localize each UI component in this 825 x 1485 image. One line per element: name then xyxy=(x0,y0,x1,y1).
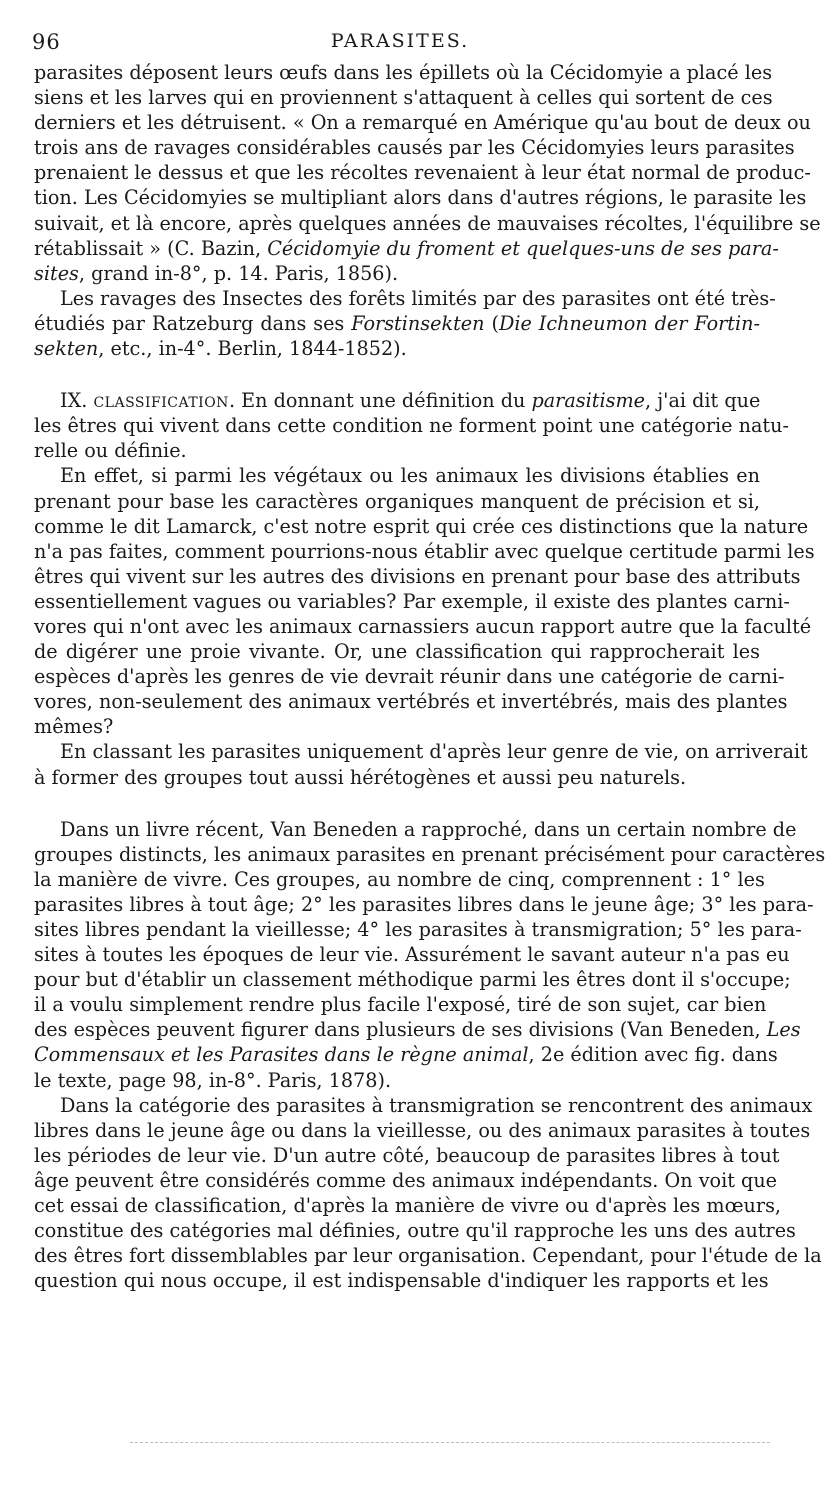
text-segment: libres dans le jeune âge ou dans la vieillesse, ou des animaux parasites à toutes xyxy=(34,1118,811,1142)
text-segment: siens et les larves qui en proviennent s'attaquent à celles qui sortent de ces xyxy=(34,86,773,110)
text-line xyxy=(34,388,760,413)
text-segment: êtres qui vivent sur les autres des divisions en prenant pour base des attributs xyxy=(34,564,801,588)
text-line xyxy=(34,817,797,842)
text-segment: les êtres qui vivent dans cette condition ne forment point une catégorie natu- xyxy=(34,414,789,438)
text-line xyxy=(34,739,808,764)
text-line xyxy=(34,639,760,664)
paragraph xyxy=(34,286,776,361)
text-segment: des êtres fort dissemblables par leur organisation. Cependant, pour l'étude de la xyxy=(34,1244,822,1268)
small-caps-text: CLASSIFICATION xyxy=(93,395,229,412)
text-segment: tion. Les Cécidomyies se multipliant alors dans d'autres régions, le parasite les xyxy=(34,186,807,210)
text-segment: sites libres pendant la vieillesse; 4° les parasites à transmigration; 5° les para- xyxy=(34,918,802,941)
text-segment: constitue des catégories mal définies, outre qu'il rapproche les uns des autres xyxy=(34,1219,796,1243)
text-line xyxy=(34,992,767,1017)
text-line xyxy=(34,892,814,917)
text-line xyxy=(34,311,760,336)
text-line xyxy=(34,967,791,992)
footer-rule xyxy=(130,1442,770,1443)
italic-text: Les xyxy=(766,1018,801,1042)
text-segment: comme le dit Lamarck, c'est notre esprit qui crée ces distinctions que la nature xyxy=(34,514,809,538)
text-segment: derniers et les détruisent. « On a remarqué en Amérique qu'au bout de deux ou xyxy=(34,111,811,135)
text-segment: n'a pas faites, comment pourrions-nous établir avec quelque certitude parmi les xyxy=(34,539,815,563)
italic-text: Cécidomyie du froment et quelques-uns de ses para- xyxy=(267,236,779,260)
text-line xyxy=(34,1042,778,1067)
text-segment: à former des groupes tout aussi hérétogènes et aussi peu naturels. xyxy=(34,765,687,789)
italic-text: sekten xyxy=(34,337,99,361)
text-segment: trois ans de ravages considérables causés par les Cécidomyies leurs parasites xyxy=(34,136,795,160)
text-segment: IX. xyxy=(60,389,94,413)
text-line xyxy=(34,765,760,790)
text-segment: parasites déposent leurs œufs dans les épillets où la Cécidomyie a placé les xyxy=(34,61,773,84)
text-segment: Dans la catégorie des parasites à transmigration se rencontrent des animaux xyxy=(60,1093,813,1117)
text-line xyxy=(34,514,809,539)
paragraph xyxy=(34,1093,822,1294)
text-segment: prenaient le dessus et que les récoltes revenaient à leur état normal de produc- xyxy=(34,161,811,185)
text-segment: ( xyxy=(484,311,499,335)
italic-text: Die Ichneumon der Fortin- xyxy=(498,311,760,335)
text-segment: espèces d'après les genres de vie devrait réunir dans une catégorie de carni- xyxy=(34,665,785,689)
text-line xyxy=(34,413,789,438)
text-segment: des espèces peuvent figurer dans plusieurs de ses divisions (Van Beneden, xyxy=(34,1018,767,1042)
text-segment: pour but d'établir un classement méthodique parmi les êtres dont il s'occupe; xyxy=(34,968,791,992)
text-segment: En effet, si parmi les végétaux ou les animaux les divisions établies en xyxy=(60,464,760,488)
text-line xyxy=(34,60,773,85)
italic-text: Forstinsekten xyxy=(351,311,485,335)
text-line xyxy=(34,1218,796,1243)
text-segment: parasites libres à tout âge; 2° les parasites libres dans le jeune âge; 3° les para- xyxy=(34,892,814,916)
paragraph-gap xyxy=(34,790,760,817)
page-number: 96 xyxy=(32,30,61,54)
text-line xyxy=(34,489,760,514)
text-segment: . En donnant une définition du xyxy=(228,389,532,413)
text-line xyxy=(34,286,776,311)
paragraph xyxy=(34,388,789,463)
text-line xyxy=(34,1118,811,1143)
text-segment: sites à toutes les époques de leur vie. Assurément le savant auteur n'a pas eu xyxy=(34,943,790,967)
text-line xyxy=(34,1068,760,1093)
text-segment: vores qui n'ont avec les animaux carnassiers aucun rapport autre que la faculté xyxy=(34,614,812,638)
text-line xyxy=(34,185,807,210)
text-segment: étudiés par Ratzeburg dans ses xyxy=(34,311,352,335)
text-line xyxy=(34,614,812,639)
text-line xyxy=(34,589,790,614)
text-line xyxy=(34,1268,769,1293)
text-line xyxy=(34,236,779,261)
text-line xyxy=(34,1243,822,1268)
text-segment: , grand in-8°, p. 14. Paris, 1856). xyxy=(78,261,399,285)
text-line xyxy=(34,1168,778,1193)
text-segment: les périodes de leur vie. D'un autre côté, beaucoup de parasites libres à tout xyxy=(34,1143,780,1167)
text-line xyxy=(34,1143,780,1168)
text-segment: , etc., in-4°. Berlin, 1844-1852). xyxy=(98,337,407,361)
text-segment: de digérer une proie vivante. Or, une classification qui rapprocherait les xyxy=(34,640,760,664)
paragraph xyxy=(34,739,808,789)
text-segment: , j'ai dit que xyxy=(645,389,761,413)
text-segment: groupes distincts, les animaux parasites en prenant précisément pour caractères xyxy=(34,842,825,866)
text-line xyxy=(34,463,760,488)
text-segment: question qui nous occupe, il est indispensable d'indiquer les rapports et les xyxy=(34,1269,769,1293)
text-segment: la manière de vivre. Ces groupes, au nombre de cinq, comprennent : 1° les xyxy=(34,867,765,891)
text-segment: , 2e édition avec fig. dans xyxy=(528,1043,778,1067)
text-segment: prenant pour base les caractères organiques manquent de précision et si, xyxy=(34,489,760,513)
italic-text: parasitisme xyxy=(531,389,646,413)
paragraph xyxy=(34,60,821,286)
text-segment: rétablissait » (C. Bazin, xyxy=(34,236,268,260)
text-segment: vores, non-seulement des animaux vertébrés et invertébrés, mais des plantes xyxy=(34,690,788,714)
text-line xyxy=(34,1017,801,1042)
text-line xyxy=(34,564,801,589)
text-line xyxy=(34,261,760,286)
text-line xyxy=(34,942,790,967)
text-segment: Les ravages des Insectes des forêts limités par des parasites ont été très- xyxy=(60,286,776,310)
text-line xyxy=(34,160,811,185)
paragraph xyxy=(34,463,815,739)
text-line xyxy=(34,438,760,463)
text-line xyxy=(34,842,825,867)
text-line xyxy=(34,1093,813,1118)
paragraph-gap xyxy=(34,361,760,388)
text-line xyxy=(34,110,811,135)
text-segment: Dans un livre récent, Van Beneden a rapproché, dans un certain nombre de xyxy=(60,817,797,841)
text-line xyxy=(34,1193,782,1218)
text-line xyxy=(34,539,815,564)
text-line xyxy=(34,917,802,942)
text-line xyxy=(34,85,773,110)
text-segment: suivait, et là encore, après quelques années de mauvaises récoltes, l'équilibre se xyxy=(34,211,821,235)
text-line xyxy=(34,211,821,236)
running-title: PARASITES. xyxy=(330,30,470,52)
text-segment: essentiellement vagues ou variables? Par exemple, il existe des plantes carni- xyxy=(34,589,790,613)
body-text xyxy=(34,60,825,1293)
text-segment: cet essai de classification, d'après la manière de vivre ou d'après les mœurs, xyxy=(34,1194,782,1218)
text-segment: relle ou définie. xyxy=(34,439,187,463)
paragraph xyxy=(34,817,825,1093)
text-line xyxy=(34,135,795,160)
text-segment: le texte, page 98, in-8°. Paris, 1878). xyxy=(34,1068,392,1092)
text-line xyxy=(34,689,788,714)
text-segment: En classant les parasites uniquement d'après leur genre de vie, on arriverait xyxy=(60,740,808,764)
running-head xyxy=(0,30,800,56)
text-line xyxy=(34,714,760,739)
text-segment: âge peuvent être considérés comme des animaux indépendants. On voit que xyxy=(34,1168,778,1192)
italic-text: Commensaux et les Parasites dans le règne animal xyxy=(34,1043,529,1067)
text-segment: mêmes? xyxy=(34,715,114,739)
text-line xyxy=(34,867,765,892)
text-line xyxy=(34,336,760,361)
text-line xyxy=(34,664,785,689)
italic-text: sites xyxy=(34,261,79,285)
text-segment: il a voulu simplement rendre plus facile l'exposé, tiré de son sujet, car bien xyxy=(34,993,767,1017)
